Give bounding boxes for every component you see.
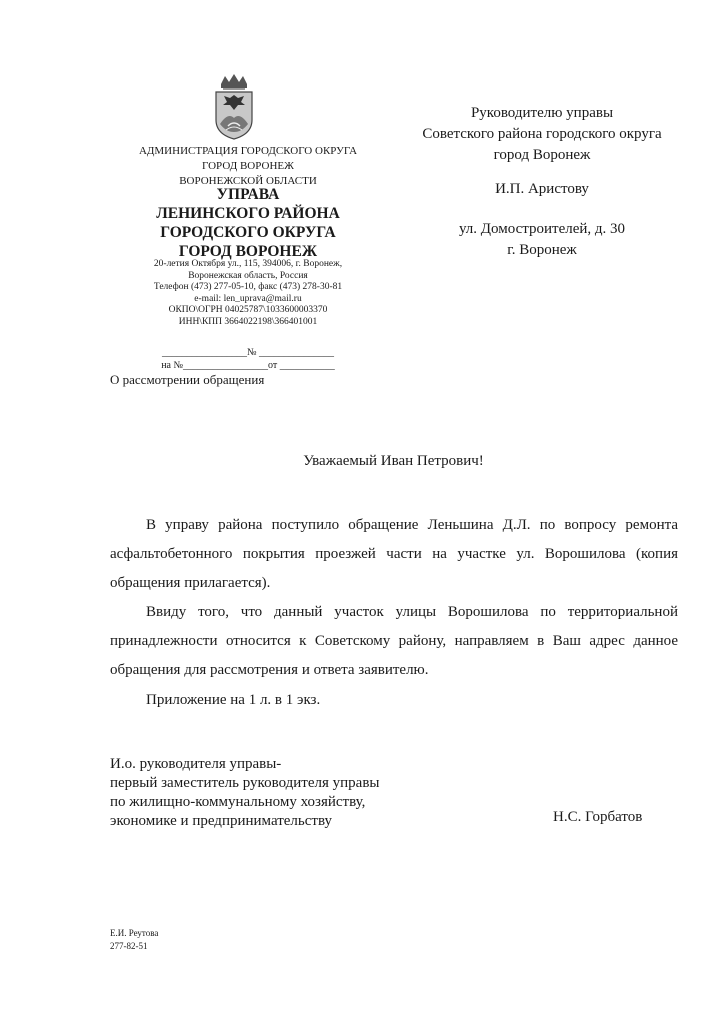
letterhead-organization [100,185,396,261]
salutation: Уважаемый Иван Петрович! [303,453,484,469]
signatory-line: И.о. руководителя управы- [110,756,282,772]
letterhead-contacts [100,259,396,328]
org-phone: Телефон (473) 277-05-10, факс (473) 278-30-81 [153,282,343,292]
coat-of-arms-icon [212,74,256,140]
registration-lines [100,346,396,372]
signatory-name: Н.С. Горбатов [553,809,643,825]
body-paragraph-2: Ввиду того, что данный участок улицы Ворошилова по территориальной принадлежности относится к Советскому району, направляем в Ваш адрес данное обращения для рассмотрения и ответа заявителю. [110,604,678,678]
addressee-line: город Воронеж [493,147,591,163]
admin-line: ВОРОНЕЖСКОЙ ОБЛАСТИ [179,175,317,187]
letter-subject: О рассмотрении обращения [110,372,265,387]
org-line: ЛЕНИНСКОГО РАЙОНА [156,205,340,222]
addressee-name: И.П. Аристову [495,181,589,197]
org-email: e-mail: len_uprava@mail.ru [194,293,302,304]
attachment-note: Приложение на 1 л. в 1 экз. [146,692,321,708]
executor-name: Е.И. Реутова [110,928,159,938]
reg-reference-line: на №_________________от ___________ [161,360,335,371]
org-line: УПРАВА [216,186,280,203]
reg-number-line: _________________№ _______________ [161,347,335,358]
signatory-line: по жилищно-коммунальному хозяйству, [110,794,366,810]
body-paragraph-1: В управу района поступило обращение Леньшина Д.Л. по вопросу ремонта асфальтобетонного покрытия проезжей части на участке ул. Ворошилова (копия обращения прилагается). [110,517,678,591]
executor-info [110,927,158,953]
addressee-address [392,219,692,261]
signatory-line: первый заместитель руководителя управы [110,775,380,791]
addressee-street: ул. Домостроителей, д. 30 [458,221,626,237]
org-inn: ИНН\КПП 3664022198\366401001 [178,316,318,327]
org-okpo: ОКПО\ОГРН 04025787\1033600003370 [168,305,328,315]
org-line: ГОРОД ВОРОНЕЖ [178,243,318,260]
addressee-position [392,103,692,166]
admin-line: АДМИНИСТРАЦИЯ ГОРОДСКОГО ОКРУГА [138,145,358,157]
admin-line: ГОРОД ВОРОНЕЖ [202,160,294,172]
signatory-line: экономике и предпринимательству [110,813,333,829]
org-address: Воронежская область, Россия [188,270,308,281]
addressee-line: Руководителю управы [470,105,614,121]
org-line: ГОРОДСКОГО ОКРУГА [160,224,336,241]
org-address: 20-летия Октября ул., 115, 394006, г. Воронеж, [153,259,343,269]
addressee-city: г. Воронеж [507,242,577,258]
executor-phone: 277-82-51 [110,941,148,951]
signatory-title [110,755,380,831]
letterhead-admin [100,144,396,189]
addressee-line: Советского района городского округа [422,126,662,142]
